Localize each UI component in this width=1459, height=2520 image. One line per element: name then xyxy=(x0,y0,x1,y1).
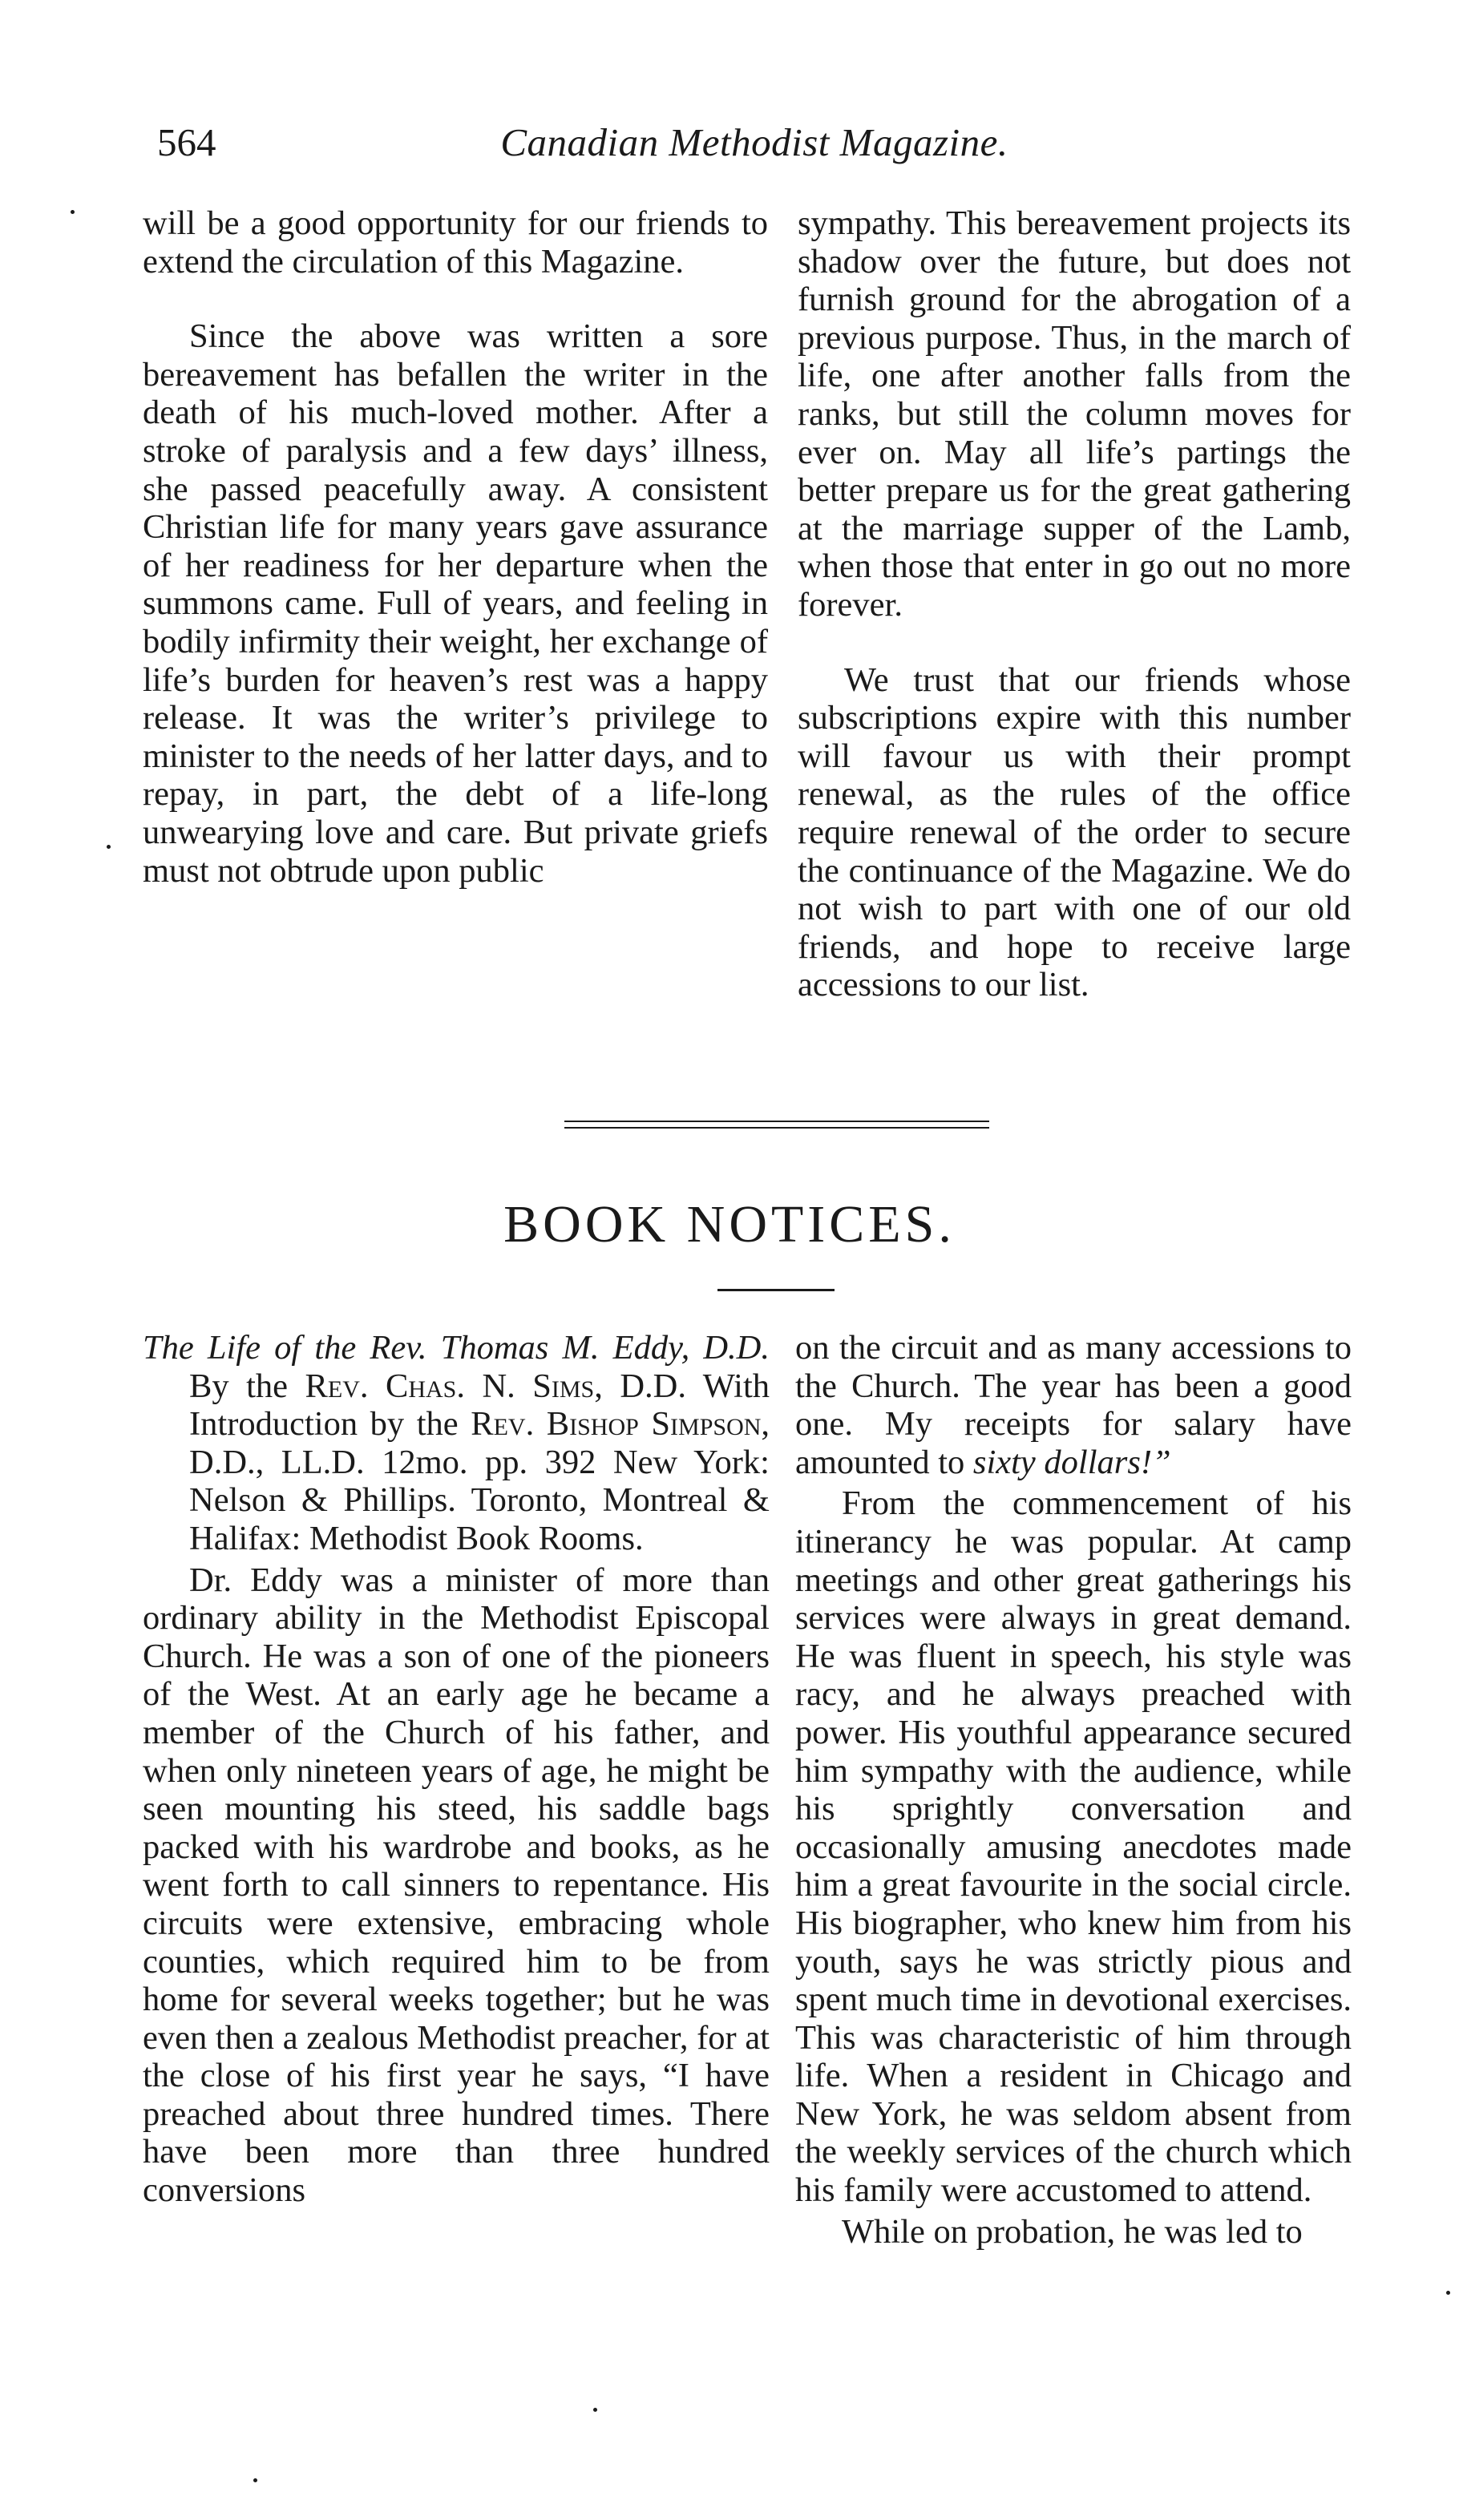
section-title-underline xyxy=(717,1289,835,1291)
book-notice-paragraph: While on probation, he was led to xyxy=(842,2212,1303,2251)
print-speck xyxy=(593,2408,597,2412)
editorial-left-column xyxy=(143,204,768,890)
book-notice-paragraph xyxy=(795,1329,1352,1481)
book-notice-right-column xyxy=(795,1329,1352,2251)
book-notice-paragraph: From the commencement of his itinerancy he was popular. At camp meetings and other great gatherings his services were always in great demand. He was fluent in speech, his style was racy, and he always preached with power. His youthful appearance secured him sympathy with the audience, while his sprightly conversation and occasionally amusing anecdotes made him a great favourite in the social circle. His biographer, who knew him from his youth, says he was strictly pious and spent much time in devotional exercises. This was characteristic of him through life. When a resident in Chicago and New York, he was seldom absent from the weekly services of the church which his family were accustomed to attend. xyxy=(795,1484,1352,2210)
print-speck xyxy=(253,2478,257,2482)
magazine-title: Canadian Methodist Magazine. xyxy=(500,120,1008,164)
running-head xyxy=(157,119,1352,167)
by-label: By the xyxy=(189,1367,289,1405)
editorial-paragraph: Since the above was written a sore bereavement has befallen the writer in the death of his much-loved mother. After a stroke of paralysis and a few days’ illness, she passed peacefully away. A consistent Christian life for many years gave assurance of her readiness for her departure when the summons came. Full of years, and feeling in bodily infirmity their weight, her exchange of life’s burden for heaven’s rest was a happy release. It was the writer’s privilege to minister to the needs of her latter days, and to repay, in part, the debt of a life-long unwearying love and care. But private griefs must not obtrude upon public xyxy=(143,317,768,890)
section-divider-double-rule xyxy=(564,1121,989,1129)
book-notice-left-column xyxy=(143,1329,770,2210)
page-number: 564 xyxy=(157,120,216,164)
section-title: BOOK NOTICES. xyxy=(503,1195,956,1254)
book-imprint: 12mo. pp. 392 New York: Nelson & Phillips. Toronto, Montreal & Halifax: Methodist Book Rooms. xyxy=(189,1443,770,1557)
book-notice-paragraph: Dr. Eddy was a minister of more than ordinary ability in the Methodist Episcopal Church. He was a son of one of the pioneers of the West. At an early age he became a member of the Church of his father, and when only nineteen years of age, he might be seen mounting his steed, his saddle bags packed with his wardrobe and books, as he went forth to call sinners to repentance. His circuits were extensive, embracing whole counties, which required him to be from home for several weeks together; but he was even then a zealous Methodist preacher, for at the close of his first year he says, “I have preached about three hundred times. There have been more than three hundred conversions xyxy=(143,1561,770,2210)
quote-continuation: on the circuit and as many accessions to the Church. The year has been a good one. My receipts for salary have amounted to xyxy=(795,1329,1352,1481)
editorial-paragraph: sympathy. This bereavement projects its shadow over the future, but does not furnish ground for the abrogation of a previous purpose. Thus, in the march of life, one after another falls from the ranks, but still the column moves for ever on. May all life’s partings the better prepare us for the great gathering at the marriage supper of the Lamb, when those that enter in go out no more forever. xyxy=(798,204,1351,624)
book-author: Rev. Chas. N. Sims, D.D. xyxy=(305,1367,686,1405)
print-speck xyxy=(71,210,75,214)
editorial-right-column xyxy=(798,204,1351,1004)
book-notice-heading xyxy=(143,1329,770,1558)
introduction-author: Rev. Bishop Simpson, D.D., LL.D. xyxy=(189,1405,770,1481)
editorial-paragraph: We trust that our friends whose subscriptions expire with this number will favour us with their prompt renewal, as the rules of the office require renewal of the order to secure the continuance of the Magazine. We do not wish to part with one of our old friends, and hope to receive large accessions to our list. xyxy=(798,660,1351,1004)
quote-emphasis: sixty dollars!” xyxy=(972,1443,1171,1481)
print-speck xyxy=(107,845,111,849)
editorial-paragraph: will be a good opportunity for our friends to extend the circulation of this Magazine. xyxy=(143,204,768,281)
book-title: The Life of the Rev. Thomas M. Eddy, D.D. xyxy=(143,1329,770,1367)
introduction-label: With Introduction by the xyxy=(189,1367,770,1444)
print-speck xyxy=(1446,2291,1450,2295)
